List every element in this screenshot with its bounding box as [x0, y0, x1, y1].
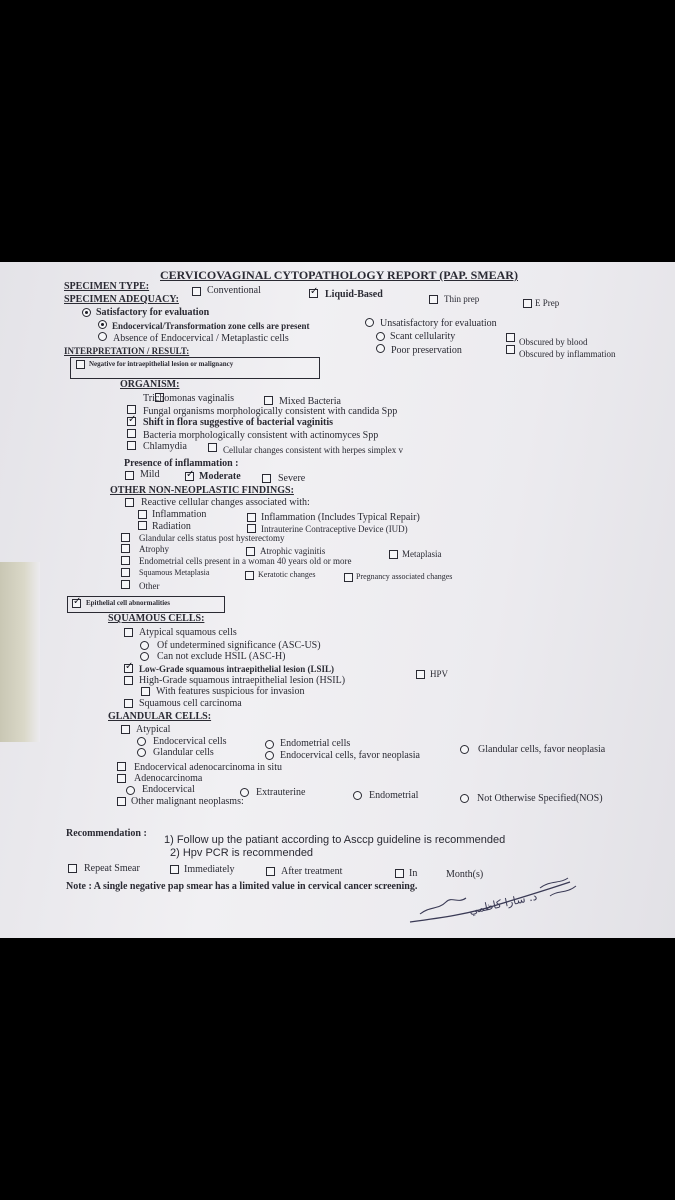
radiation-checkbox[interactable]: [138, 521, 147, 530]
inflammation-repair-checkbox[interactable]: [247, 513, 256, 522]
severe-label: Severe: [278, 473, 306, 484]
adenocarcinoma-label: Adenocarcinoma: [134, 773, 203, 784]
adeno-in-situ-checkbox[interactable]: [117, 762, 126, 771]
chlamydia-label: Chlamydia: [143, 441, 187, 452]
endocervical-cells-label: Endocervical cells: [153, 736, 227, 747]
asc-h-label: Can not exclude HSIL (ASC-H): [157, 651, 286, 662]
negative-checkbox[interactable]: [76, 360, 85, 369]
specimen-adequacy-label: SPECIMEN ADEQUACY:: [64, 294, 179, 305]
endometrial-label: Endometrial: [369, 790, 419, 801]
e-prep-label: E Prep: [535, 298, 560, 308]
atypical-glandular-label: Atypical: [136, 724, 171, 735]
mixed-bacteria-checkbox[interactable]: [264, 396, 273, 405]
moderate-checkbox[interactable]: [185, 469, 195, 481]
favor-neoplasia-label: Glandular cells, favor neoplasia: [478, 744, 606, 755]
liquid-based-label: Liquid-Based: [325, 289, 383, 300]
absence-endocervical-label: Absence of Endocervical / Metaplastic cells: [113, 333, 289, 344]
fungal-checkbox[interactable]: [127, 405, 136, 414]
hsil-label: High-Grade squamous intraepithelial lesion (HSIL): [139, 675, 346, 686]
obscured-inflammation-label: Obscured by inflammation: [519, 349, 616, 359]
check-mark-icon: ✓: [186, 469, 195, 480]
check-mark-icon: ✓: [310, 286, 319, 297]
obscured-inflammation-checkbox[interactable]: [506, 345, 515, 354]
negative-label: Negative for intraepithelial lesion or malignancy: [89, 360, 234, 368]
inflammation-label: Presence of inflammation :: [124, 458, 239, 469]
squamous-metaplasia-checkbox[interactable]: [121, 568, 130, 577]
absence-endocervical-radio[interactable]: [98, 332, 107, 341]
asc-h-radio[interactable]: [140, 652, 149, 661]
epithelial-checkbox[interactable]: [72, 596, 82, 608]
reactive-label: Reactive cellular changes associated with:: [141, 497, 310, 508]
conventional-checkbox[interactable]: [192, 287, 201, 296]
endocervical-favor-radio[interactable]: [265, 751, 274, 760]
atypical-squamous-label: Atypical squamous cells: [139, 627, 237, 638]
endometrial-radio[interactable]: [353, 791, 362, 800]
satisfactory-radio[interactable]: [82, 308, 91, 317]
endocervical-label: Endocervical: [142, 784, 195, 795]
atypical-squamous-checkbox[interactable]: [124, 628, 133, 637]
glandular-post-checkbox[interactable]: [121, 533, 130, 542]
mild-label: Mild: [140, 469, 160, 480]
keratotic-checkbox[interactable]: [245, 571, 254, 580]
note-text: Note : A single negative pap smear has a limited value in cervical cancer screening.: [66, 881, 418, 892]
atrophy-label: Atrophy: [139, 544, 169, 554]
actinomyces-checkbox[interactable]: [127, 429, 136, 438]
actinomyces-label: Bacteria morphologically consistent with actinomyces Spp: [143, 430, 379, 441]
conventional-label: Conventional: [207, 285, 261, 296]
moderate-label: Moderate: [199, 471, 241, 482]
thin-prep-checkbox[interactable]: [429, 295, 438, 304]
specimen-type-label: SPECIMEN TYPE:: [64, 281, 150, 292]
unsatisfactory-label: Unsatisfactory for evaluation: [380, 318, 497, 329]
after-treatment-checkbox[interactable]: [266, 867, 275, 876]
nos-radio[interactable]: [460, 794, 469, 803]
e-prep-checkbox[interactable]: [523, 299, 532, 308]
recommendation-label: Recommendation :: [66, 828, 147, 839]
endometrial-40-checkbox[interactable]: [121, 556, 130, 565]
obscured-blood-checkbox[interactable]: [506, 333, 515, 342]
pregnancy-checkbox[interactable]: [344, 573, 353, 582]
hpv-label: HPV: [430, 669, 449, 679]
hsil-checkbox[interactable]: [124, 676, 133, 685]
atypical-glandular-checkbox[interactable]: [121, 725, 130, 734]
non-neoplastic-label: OTHER NON-NEOPLASTIC FINDINGS:: [110, 485, 294, 496]
atrophic-vaginitis-label: Atrophic vaginitis: [260, 546, 326, 556]
severe-checkbox[interactable]: [262, 474, 271, 483]
herpes-label: Cellular changes consistent with herpes simplex v: [223, 445, 403, 455]
shift-flora-label: Shift in flora suggestive of bacterial vaginitis: [143, 417, 333, 428]
mixed-bacteria-label: Mixed Bacteria: [279, 396, 341, 407]
repeat-smear-label: Repeat Smear: [84, 863, 140, 874]
nos-label: Not Otherwise Specified(NOS): [477, 793, 603, 804]
glandular-cells-radio[interactable]: [137, 748, 146, 757]
squamous-label: SQUAMOUS CELLS:: [108, 613, 205, 624]
in-label: In: [409, 868, 418, 879]
trichomonas-label: Trichomonas vaginalis: [143, 393, 235, 404]
invasion-checkbox[interactable]: [141, 687, 150, 696]
reactive-checkbox[interactable]: [125, 498, 134, 507]
iud-label: Intrauterine Contraceptive Device (IUD): [261, 524, 408, 534]
satisfactory-label: Satisfactory for evaluation: [96, 307, 210, 318]
immediately-label: Immediately: [184, 864, 235, 875]
repeat-smear-checkbox[interactable]: [68, 864, 77, 873]
months-label: Month(s): [446, 869, 484, 880]
recommendation-line-1: 1) Follow up the patiant according to Asccp guideline is recommended: [164, 834, 506, 846]
scant-cellularity-radio[interactable]: [376, 332, 385, 341]
glandular-label: GLANDULAR CELLS:: [108, 711, 212, 722]
iud-checkbox[interactable]: [247, 524, 256, 533]
glandular-cells-label: Glandular cells: [153, 747, 214, 758]
shift-flora-checkbox[interactable]: [127, 414, 137, 426]
other-malignant-checkbox[interactable]: [117, 797, 126, 806]
asc-us-label: Of undetermined significance (ASC-US): [157, 640, 321, 651]
liquid-based-checkbox[interactable]: [309, 286, 319, 298]
other-label: Other: [139, 581, 160, 591]
chlamydia-checkbox[interactable]: [127, 441, 136, 450]
endocervical-favor-label: Endocervical cells, favor neoplasia: [280, 750, 420, 761]
invasion-label: With features suspicious for invasion: [156, 686, 305, 697]
lsil-label: Low-Grade squamous intraepithelial lesion (LSIL): [139, 664, 335, 674]
extrauterine-label: Extrauterine: [256, 787, 306, 798]
recommendation-line-2: 2) Hpv PCR is recommended: [170, 847, 314, 859]
after-treatment-label: After treatment: [281, 866, 343, 877]
poor-preservation-radio[interactable]: [376, 344, 385, 353]
herpes-checkbox[interactable]: [208, 443, 217, 452]
reactive-inflammation-checkbox[interactable]: [138, 510, 147, 519]
asc-us-radio[interactable]: [140, 641, 149, 650]
endometrial-cells-label: Endometrial cells: [280, 738, 351, 749]
check-mark-icon: ✓: [73, 596, 82, 607]
endocervical-present-label: Endocervical/Transformation zone cells are present: [112, 321, 310, 331]
interpretation-label: INTERPRETATION / RESULT:: [64, 346, 190, 356]
poor-preservation-label: Poor preservation: [391, 345, 462, 356]
immediately-checkbox[interactable]: [170, 865, 179, 874]
inflammation-repair-label: Inflammation (Includes Typical Repair): [261, 512, 420, 523]
report-title: CERVICOVAGINAL CYTOPATHOLOGY REPORT (PAP. SMEAR): [160, 268, 518, 282]
epithelial-label: Epithelial cell abnormalities: [86, 599, 170, 607]
scant-cellularity-label: Scant cellularity: [390, 331, 456, 342]
endocervical-present-radio[interactable]: [98, 320, 107, 329]
favor-neoplasia-radio[interactable]: [460, 745, 469, 754]
atrophic-vaginitis-checkbox[interactable]: [246, 547, 255, 556]
carcinoma-label: Squamous cell carcinoma: [139, 698, 242, 709]
carcinoma-checkbox[interactable]: [124, 699, 133, 708]
unsatisfactory-radio[interactable]: [365, 318, 374, 327]
keratotic-label: Keratotic changes: [258, 570, 316, 579]
check-mark-icon: ✓: [128, 414, 137, 425]
atrophy-checkbox[interactable]: [121, 544, 130, 553]
pregnancy-label: Pregnancy associated changes: [356, 572, 453, 581]
fungal-label: Fungal organisms morphologically consistent with candida Spp: [143, 406, 398, 417]
lsil-checkbox[interactable]: [124, 661, 134, 673]
adenocarcinoma-checkbox[interactable]: [117, 774, 126, 783]
reactive-inflammation-label: Inflammation: [152, 509, 207, 520]
endocervical-radio[interactable]: [126, 786, 135, 795]
paper-fold-shadow: [0, 562, 40, 742]
other-malignant-label: Other malignant neoplasms:: [131, 796, 244, 807]
endometrial-cells-radio[interactable]: [265, 740, 274, 749]
signature-stamp: [400, 874, 590, 934]
other-checkbox[interactable]: [121, 580, 130, 589]
signature-text: د. سارا كاظمي: [467, 889, 539, 917]
hpv-checkbox[interactable]: [416, 670, 425, 679]
thin-prep-label: Thin prep: [444, 294, 480, 304]
metaplasia-checkbox[interactable]: [389, 550, 398, 559]
glandular-post-label: Glandular cells status post hysterectomy: [139, 533, 285, 543]
endocervical-cells-radio[interactable]: [137, 737, 146, 746]
adeno-in-situ-label: Endocervical adenocarcinoma in situ: [134, 762, 282, 773]
obscured-blood-label: Obscured by blood: [519, 337, 588, 347]
endometrial-40-label: Endometrial cells present in a woman 40 years old or more: [139, 556, 352, 566]
metaplasia-label: Metaplasia: [402, 549, 442, 559]
radiation-label: Radiation: [152, 521, 191, 532]
report-sheet: [0, 262, 675, 938]
check-mark-icon: ✓: [125, 661, 134, 672]
mild-checkbox[interactable]: [125, 471, 134, 480]
organism-label: ORGANISM:: [120, 379, 180, 390]
squamous-metaplasia-label: Squamous Metaplasia: [139, 568, 210, 577]
